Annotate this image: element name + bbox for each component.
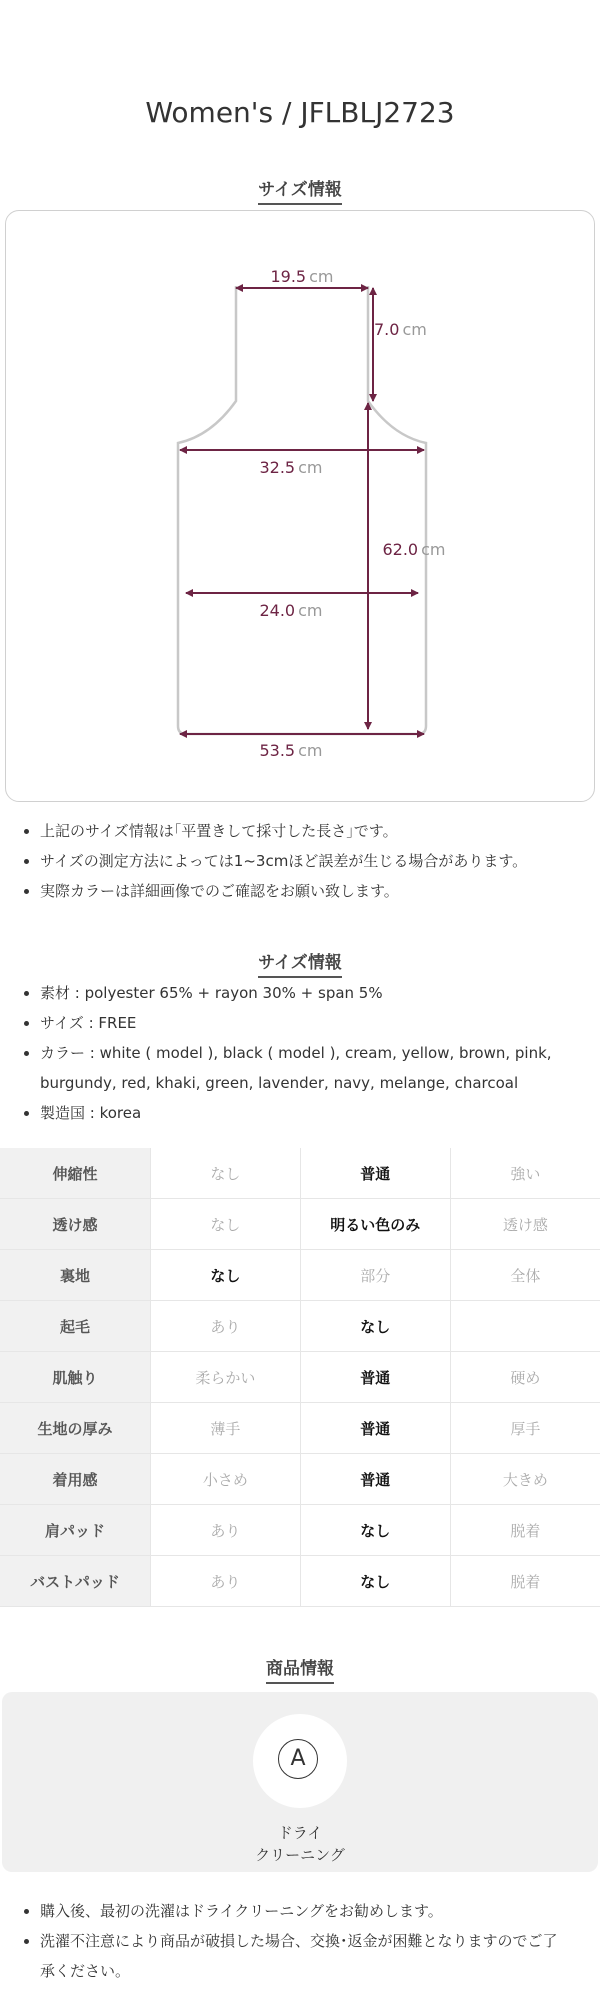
size-note: • 実際カラーは詳細画像でのご確認をお願い致します。	[40, 876, 600, 906]
chest-label: 32.5 cm	[259, 458, 323, 477]
page-title: Women's / JFLBLJ2723	[145, 96, 455, 129]
attribute-option	[450, 1301, 600, 1352]
care-label-line2: クリーニング	[255, 1846, 345, 1864]
size-note: • 上記のサイズ情報は｢平置きして採寸した長さ｣です。	[40, 816, 600, 846]
attribute-option: 厚手	[450, 1403, 600, 1454]
attribute-option: あり	[151, 1301, 301, 1352]
attribute-row	[0, 1250, 600, 1301]
spec-size: • サイズ : FREE	[40, 1008, 600, 1038]
attribute-label: 生地の厚み	[0, 1403, 151, 1454]
attribute-option: 部分	[300, 1250, 450, 1301]
attribute-label: 起毛	[0, 1301, 151, 1352]
size-info-heading	[0, 175, 600, 205]
care-notes-list	[0, 1896, 600, 1986]
attribute-option: 透け感	[450, 1199, 600, 1250]
attribute-label: 透け感	[0, 1199, 151, 1250]
spec-material: • 素材 : polyester 65% + rayon 30% + span 5%	[40, 978, 600, 1008]
total-length-label: 62.0 cm	[382, 540, 446, 559]
attribute-option: なし	[300, 1556, 450, 1607]
garment-outline	[178, 286, 426, 734]
attribute-option: 普通	[300, 1352, 450, 1403]
waist-label: 24.0 cm	[259, 601, 323, 620]
attribute-option: 硬め	[450, 1352, 600, 1403]
attribute-row	[0, 1454, 600, 1505]
attribute-row	[0, 1199, 600, 1250]
attribute-option: 明るい色のみ	[300, 1199, 450, 1250]
attribute-option: 全体	[450, 1250, 600, 1301]
care-instructions-box	[2, 1692, 598, 1872]
attribute-label: 伸縮性	[0, 1148, 151, 1199]
attribute-row	[0, 1148, 600, 1199]
attribute-option: 普通	[300, 1454, 450, 1505]
attribute-option: あり	[151, 1556, 301, 1607]
attribute-option: なし	[151, 1199, 301, 1250]
attribute-option: なし	[151, 1250, 301, 1301]
product-info-heading	[0, 1654, 600, 1684]
garment-outline-svg	[6, 211, 594, 801]
attribute-option: 強い	[450, 1148, 600, 1199]
dry-clean-icon: A	[278, 1739, 318, 1779]
attribute-option: なし	[300, 1505, 450, 1556]
attribute-option: 薄手	[151, 1403, 301, 1454]
spec-list	[0, 978, 600, 1128]
attribute-label: 肌触り	[0, 1352, 151, 1403]
attribute-option: 普通	[300, 1403, 450, 1454]
size-diagram	[5, 210, 595, 802]
attribute-option: 柔らかい	[151, 1352, 301, 1403]
attribute-option: 脱着	[450, 1505, 600, 1556]
size-info-heading-text: サイズ情報	[258, 175, 342, 205]
attribute-option: なし	[151, 1148, 301, 1199]
attribute-option: 脱着	[450, 1556, 600, 1607]
attribute-row	[0, 1505, 600, 1556]
strap-length-label: 7.0 cm	[374, 320, 427, 339]
attribute-row	[0, 1556, 600, 1607]
care-label-line1: ドライ	[277, 1824, 323, 1842]
care-note: • 購入後、最初の洗濯はドライクリーニングをお勧めします。	[40, 1896, 570, 1926]
attribute-option: 大きめ	[450, 1454, 600, 1505]
product-info-heading-text: 商品情報	[266, 1654, 334, 1684]
attribute-option: 小さめ	[151, 1454, 301, 1505]
attribute-option: 普通	[300, 1148, 450, 1199]
care-note: • 洗濯不注意により商品が破損した場合、交換･返金が困難となりますのでご了承ください。	[40, 1926, 570, 1986]
care-icon-circle	[253, 1714, 347, 1808]
attribute-label: 着用感	[0, 1454, 151, 1505]
attribute-row	[0, 1352, 600, 1403]
spec-colors: • カラー : white ( model ), black ( model ), cream, yellow, brown, pink, burgundy, red, khaki, green, lavender, navy, melange, charcoal	[40, 1038, 600, 1098]
spec-heading	[0, 948, 600, 978]
attribute-option: あり	[151, 1505, 301, 1556]
attribute-row	[0, 1403, 600, 1454]
attribute-option: なし	[300, 1301, 450, 1352]
hem-label: 53.5 cm	[259, 741, 323, 760]
fabric-attributes-table	[0, 1148, 600, 1607]
size-notes-list	[0, 816, 600, 906]
strap-width-label: 19.5 cm	[270, 267, 334, 286]
attribute-label: 肩パッド	[0, 1505, 151, 1556]
care-label	[2, 1822, 598, 1866]
spec-country: • 製造国 : korea	[40, 1098, 600, 1128]
size-note: • サイズの測定方法によっては1~3cmほど誤差が生じる場合があります。	[40, 846, 600, 876]
attribute-label: 裏地	[0, 1250, 151, 1301]
spec-heading-text: サイズ情報	[258, 948, 342, 978]
attribute-label: バストパッド	[0, 1556, 151, 1607]
attribute-row	[0, 1301, 600, 1352]
